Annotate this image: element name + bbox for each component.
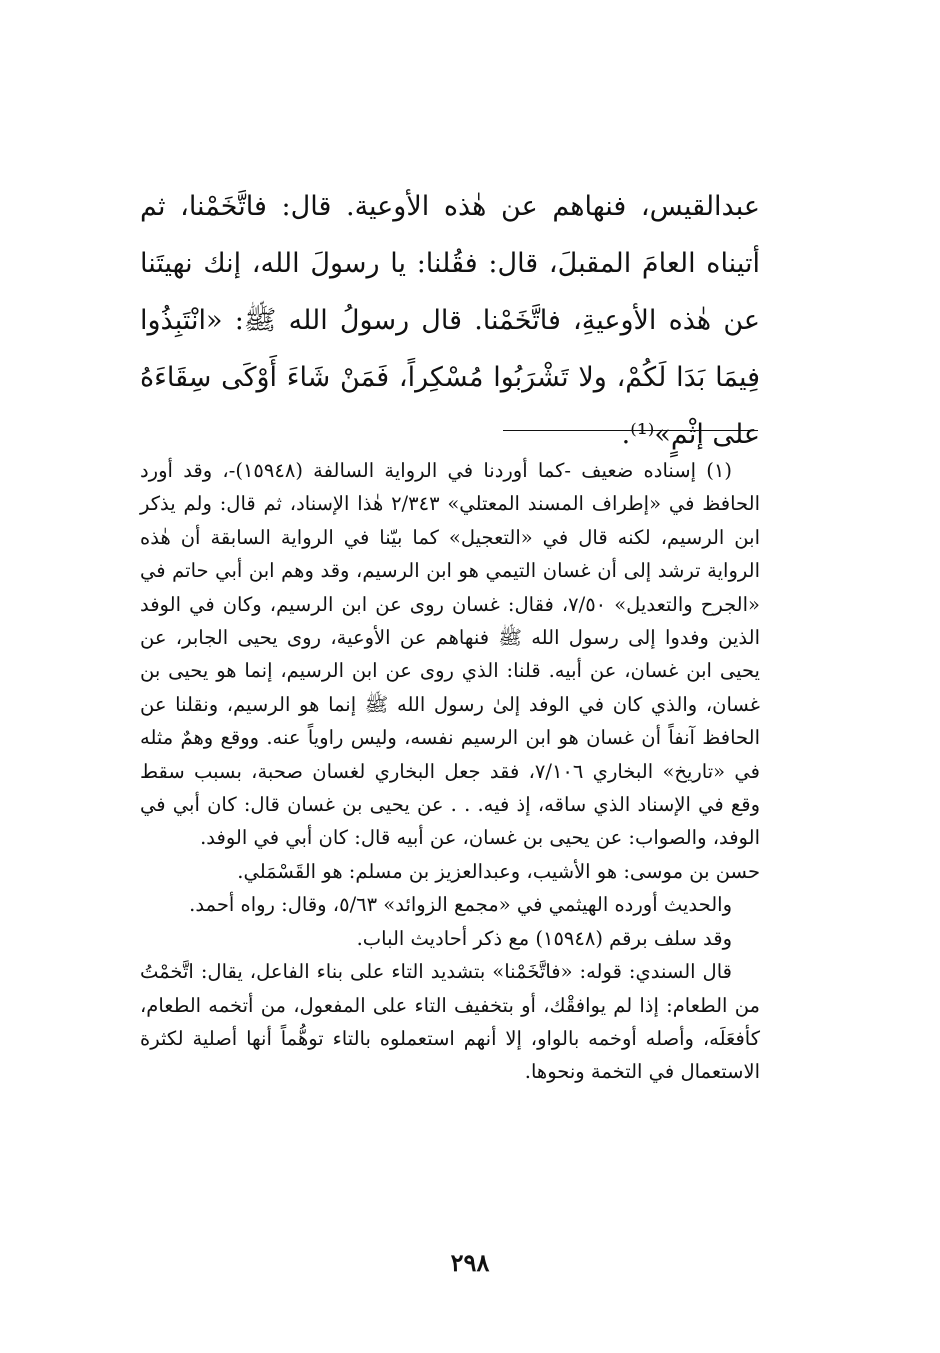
footnote-haythami: والحديث أورده الهيثمي في «مجمع الزوائد» ٥/٦٣، وقال: رواه أحمد. <box>189 893 732 917</box>
footnote-narrators: حسن بن موسى: هو الأشيب، وعبدالعزيز بن مسلم: هو القَسْمَلي. <box>237 859 760 883</box>
page-number: ٢٩٨ <box>450 1248 490 1277</box>
footnotes-section <box>140 454 760 1089</box>
footnote-sindi: قال السندي: قوله: «فاتَّخَمْنا» بتشديد التاء على بناء الفاعل، يقال: اتَّخمْتُ من الطعام: إذا لم يوافقْك، أو بتخفيف التاء على المفعول، من أتخمه الطعام، كأفعَلَه، وأصله أوخمه بالواو، إلا أنهم استعملوه بالتاء توهُّماً أنها أصلية لكثرة الاستعمال في التخمة ونحوها. <box>140 960 760 1084</box>
main-text: عبدالقيس، فنهاهم عن هٰذه الأوعية. قال: فاتَّخَمْنا، ثم أتيناه العامَ المقبلَ، قال: فقُلنا: يا رسولَ الله، إنك نهيتَنا عن هٰذه الأوعيةِ، فاتَّخَمْنا. قال رسولُ الله ﷺ: «انْتَبِذُوا فِيمَا بَدَا لَكُمْ، ولا تَشْرَبُوا مُسْكِراً، فَمَنْ شَاءَ أَوْكَى سِقَاءَهُ على إثْمٍ»⁽¹⁾. <box>140 191 760 450</box>
footnote-1: (١) إسناده ضعيف -كما أوردنا في الرواية السالفة (١٥٩٤٨)-، وقد أورد الحافظ في «إطراف المسند المعتلي» ٢/٣٤٣ هٰذا الإسناد، ثم قال: ولم يذكر ابن الرسيم، لكنه قال في «التعجيل» كما بيّنا في الرواية السابقة أن هٰذه الرواية ترشد إلى أن غسان التيمي هو ابن الرسيم، وقد وهم ابن أبي حاتم في «الجرح والتعديل» ٧/٥٠، فقال: غسان روى عن ابن الرسيم، وكان في الوفد الذين وفدوا إلى رسول الله ﷺ فنهاهم عن الأوعية، روى يحيى الجابر، عن يحيى ابن غسان، عن أبيه. قلنا: الذي روى عن ابن الرسيم، إنما هو يحيى بن غسان، والذي كان في الوفد إلىٰ رسول الله ﷺ إنما هو الرسيم، ونقلنا عن الحافظ آنفاً أن غسان هو ابن الرسيم نفسه، وليس راوياً عنه. ووقع وهمٌ مثله في «تاريخ» البخاري ٧/١٠٦، فقد جعل البخاري لغسان صحبة، بسبب سقط وقع في الإسناد الذي ساقه، إذ فيه. . . عن يحيى بن غسان قال: كان أبي في الوفد، والصواب: عن يحيى بن غسان، عن أبيه قال: كان أبي في الوفد. <box>140 459 761 850</box>
footnote-previous: وقد سلف برقم (١٥٩٤٨) مع ذكر أحاديث الباب. <box>356 926 732 950</box>
footnote-separator <box>503 430 758 431</box>
